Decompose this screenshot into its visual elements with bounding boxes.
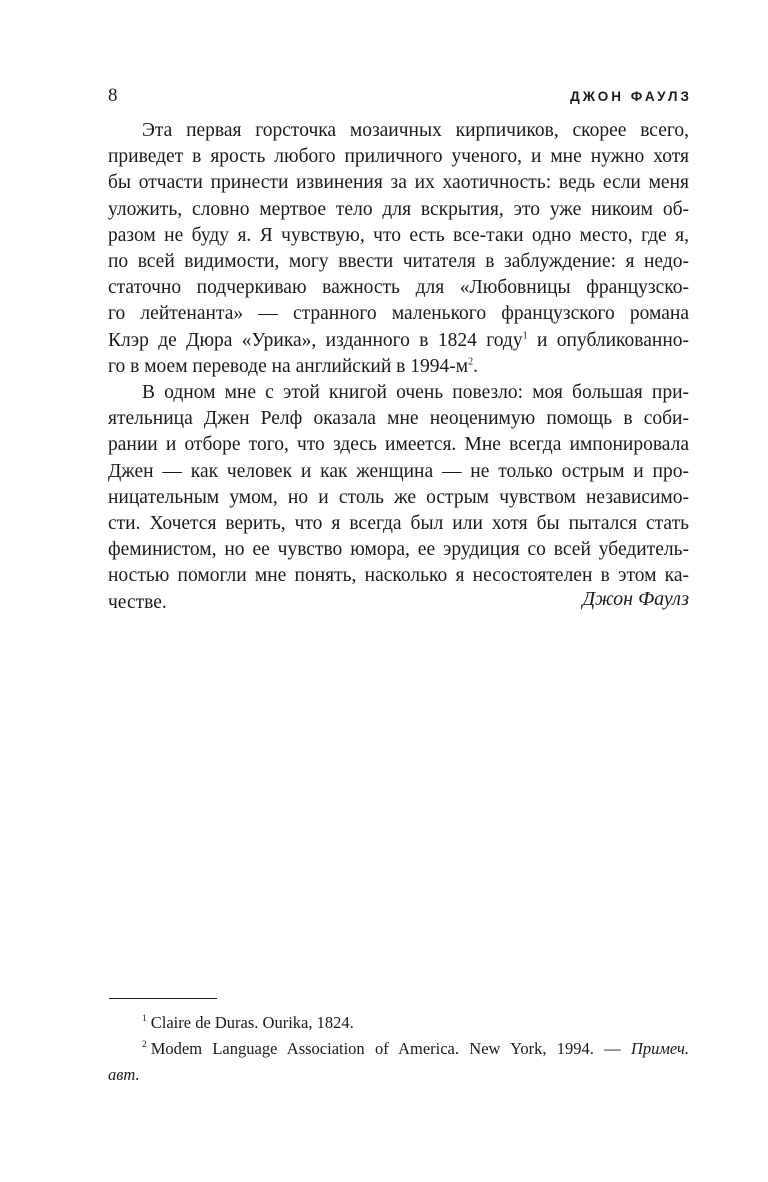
text-line: честве.: [108, 591, 167, 613]
footnote-line: [108, 1010, 689, 1036]
text-line: [108, 328, 689, 354]
page-number: 8: [108, 85, 118, 106]
footnote-reference[interactable]: 1: [522, 330, 528, 342]
text-line: ницательным умом, но и столь же острым чувством независимо-: [108, 486, 689, 508]
text-line: статочно подчеркиваю важность для «Любовницы французско-: [108, 277, 689, 299]
body-text: [108, 118, 689, 616]
footnote-line: [108, 1036, 689, 1062]
author-signature: Джон Фаулз: [582, 588, 689, 610]
text-segment: .: [473, 355, 478, 377]
text-line: уложить, словно мертвое тело для вскрытия, это уже никоим об-: [108, 198, 689, 220]
text-line: В одном мне с этой книгой очень повезло: моя большая при-: [142, 382, 689, 404]
text-segment: и опубликованно-: [527, 329, 689, 351]
footnote-text: Modem Language Association of America. New York, 1994. —: [150, 1039, 631, 1058]
text-segment: Клэр де Дюра «Урика», изданного в 1824 году: [108, 329, 523, 351]
text-line: [108, 354, 689, 380]
footnote-line: авт.: [108, 1065, 140, 1084]
text-line: ностью помогли мне понять, насколько я несостоятелен в этом ка-: [108, 565, 689, 587]
text-line: рании и отборе того, что здесь имеется. Мне всегда импонировала: [108, 434, 689, 456]
text-line: приведет в ярость любого приличного ученого, и мне нужно хотя: [108, 146, 689, 168]
footnotes: [108, 1010, 689, 1088]
running-head: ДЖОН ФАУЛЗ: [570, 89, 692, 104]
paragraph: [108, 118, 689, 380]
footnote: [108, 1010, 689, 1036]
footnote-note: Примеч.: [630, 1039, 689, 1058]
paragraph: [108, 380, 689, 616]
footnote-text: Claire de Duras. Ourika, 1824.: [150, 1013, 354, 1032]
text-line: сти. Хочется верить, что я всегда был или хотя бы пытался стать: [108, 513, 689, 535]
text-line: по всей видимости, могу ввести читателя в заблуждение: я недо-: [108, 251, 689, 273]
text-line: го лейтенанта» — странного маленького французского романа: [108, 303, 689, 325]
footnote-number: 2: [142, 1039, 147, 1050]
text-line: ятельница Джен Релф оказала мне неоценимую помощь в соби-: [108, 408, 689, 430]
text-line: бы отчасти принести извинения за их хаотичность: ведь если меня: [108, 172, 689, 194]
text-segment: го в моем переводе на английский в 1994-м: [108, 355, 469, 377]
text-line: Джен — как человек и как женщина — не только острым и про-: [108, 460, 689, 482]
footnote-reference[interactable]: 2: [468, 356, 474, 368]
text-line: феминистом, но ее чувство юмора, ее эрудиция со всей убедитель-: [108, 539, 689, 561]
text-line: Эта первая горсточка мозаичных кирпичиков, скорее всего,: [142, 120, 689, 141]
footnote-divider: [109, 998, 217, 999]
footnote-number: 1: [142, 1013, 147, 1024]
text-line: разом не буду я. Я чувствую, что есть все-таки одно место, где я,: [108, 224, 689, 246]
footnote: [108, 1036, 689, 1088]
